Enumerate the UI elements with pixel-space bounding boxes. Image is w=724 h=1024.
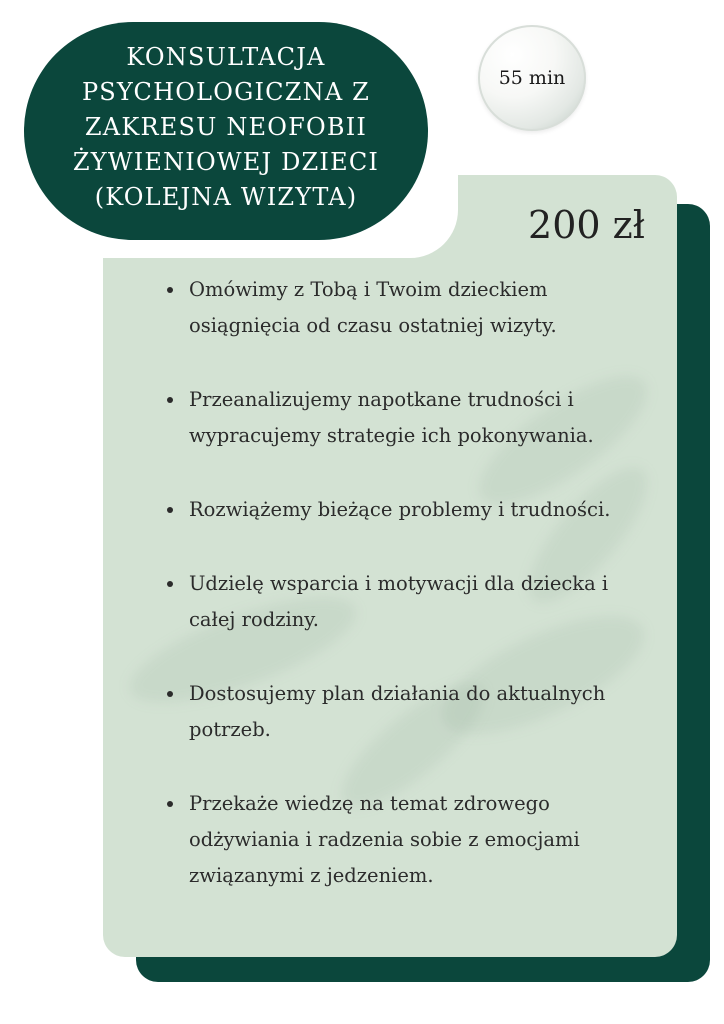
list-item-text: Omówimy z Tobą i Twoim dzieckiem osiągnięcia od czasu ostatniej wizyty. <box>189 278 557 337</box>
benefits-list <box>158 272 638 932</box>
bullet-icon <box>167 801 173 807</box>
list-item <box>158 272 609 344</box>
list-item <box>158 382 629 454</box>
title-banner <box>24 22 428 240</box>
list-item <box>158 676 649 748</box>
title-line: PSYCHOLOGICZNA Z <box>81 77 371 106</box>
price-label: 200 zł <box>528 203 645 247</box>
bullet-icon <box>167 507 173 513</box>
bullet-icon <box>167 581 173 587</box>
list-item-text: Dostosujemy plan działania do aktualnych potrzeb. <box>189 682 606 741</box>
title-line: KONSULTACJA <box>126 42 326 71</box>
title-line: ŻYWIENIOWEJ DZIECI <box>72 147 380 176</box>
list-item-text: Udzielę wsparcia i motywacji dla dziecka i całej rodziny. <box>189 572 609 631</box>
title-line: (KOLEJNA WIZYTA) <box>94 182 358 211</box>
list-item <box>158 492 669 528</box>
list-item-text: Przeanalizujemy napotkane trudności i wypracujemy strategie ich pokonywania. <box>189 388 594 447</box>
list-item-text: Rozwiążemy bieżące problemy i trudności. <box>189 498 611 521</box>
bullet-icon <box>167 287 173 293</box>
list-item <box>158 786 624 894</box>
list-item <box>158 566 649 638</box>
duration-bubble <box>478 25 586 131</box>
page-title <box>61 40 391 215</box>
duration-label: 55 min <box>498 67 566 89</box>
title-line: ZAKRESU NEOFOBII <box>84 112 368 141</box>
list-item-text: Przekaże wiedzę na temat zdrowego odżywiania i radzenia sobie z emocjami związanymi z jedzeniem. <box>189 792 580 887</box>
bullet-icon <box>167 397 173 403</box>
bullet-icon <box>167 691 173 697</box>
